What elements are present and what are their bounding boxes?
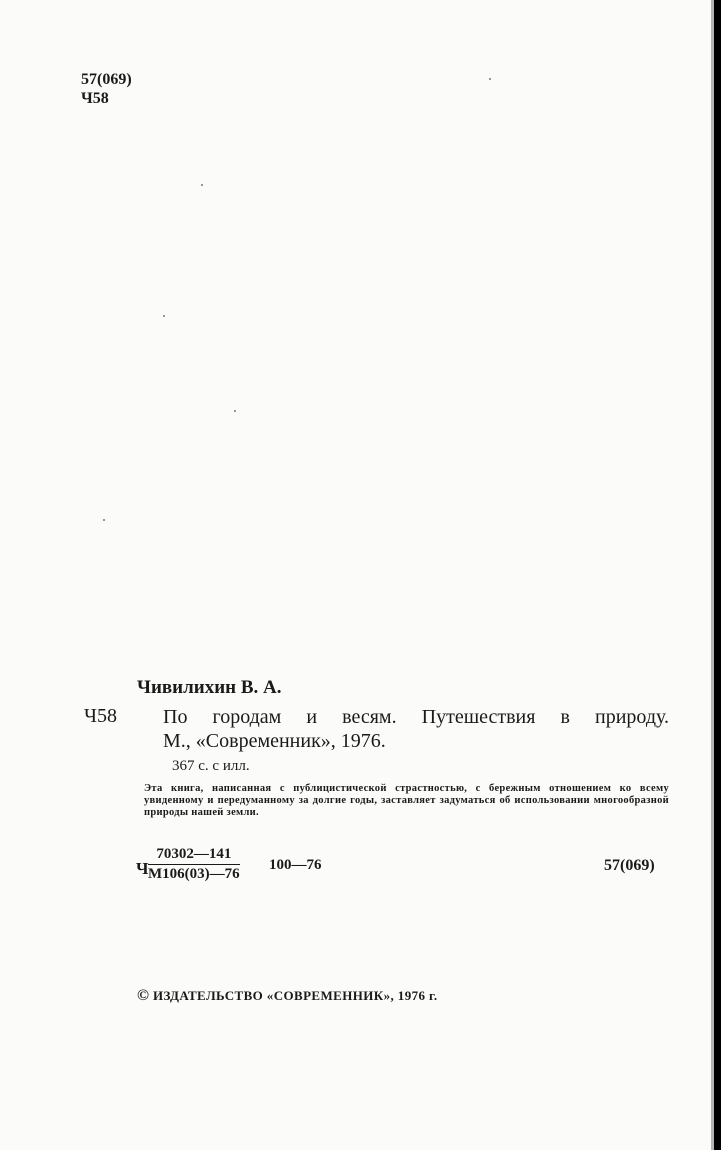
author-name: Чивилихин В. А. (137, 677, 282, 698)
speck (103, 519, 105, 521)
copyright-text: ИЗДАТЕЛЬСТВО «СОВРЕМЕННИК», 1976 г. (153, 988, 438, 1003)
page-count: 367 с. с илл. (172, 758, 250, 774)
speck (201, 184, 203, 186)
speck (489, 78, 491, 80)
index-suffix: 100—76 (269, 857, 322, 873)
speck (234, 410, 236, 412)
copyright-icon: © (137, 987, 150, 1004)
index-fraction (148, 846, 240, 883)
udc-line-2: Ч58 (81, 90, 109, 107)
page-edge (714, 0, 721, 1150)
udc-line-1: 57(069) (81, 71, 132, 88)
book-title: По городам и весям. Путешествия в природу. (163, 706, 669, 728)
index-numerator: 70302—141 (148, 846, 240, 865)
speck (163, 315, 165, 317)
annotation: Эта книга, написанная с публицистической страстностью, с бережным отношением ко всему увиденному и передуманному за долгие годы, заставляет задуматься об использовании многообразной природы нашей земли. (144, 783, 669, 818)
publication-info: М., «Современник», 1976. (163, 730, 386, 752)
index-letter: Ч (136, 859, 149, 878)
bbk-code: 57(069) (604, 857, 655, 874)
udc-code (81, 70, 132, 108)
copyright-line (137, 987, 438, 1005)
index-denominator: М106(03)—76 (148, 866, 240, 882)
shelf-mark: Ч58 (84, 705, 117, 727)
